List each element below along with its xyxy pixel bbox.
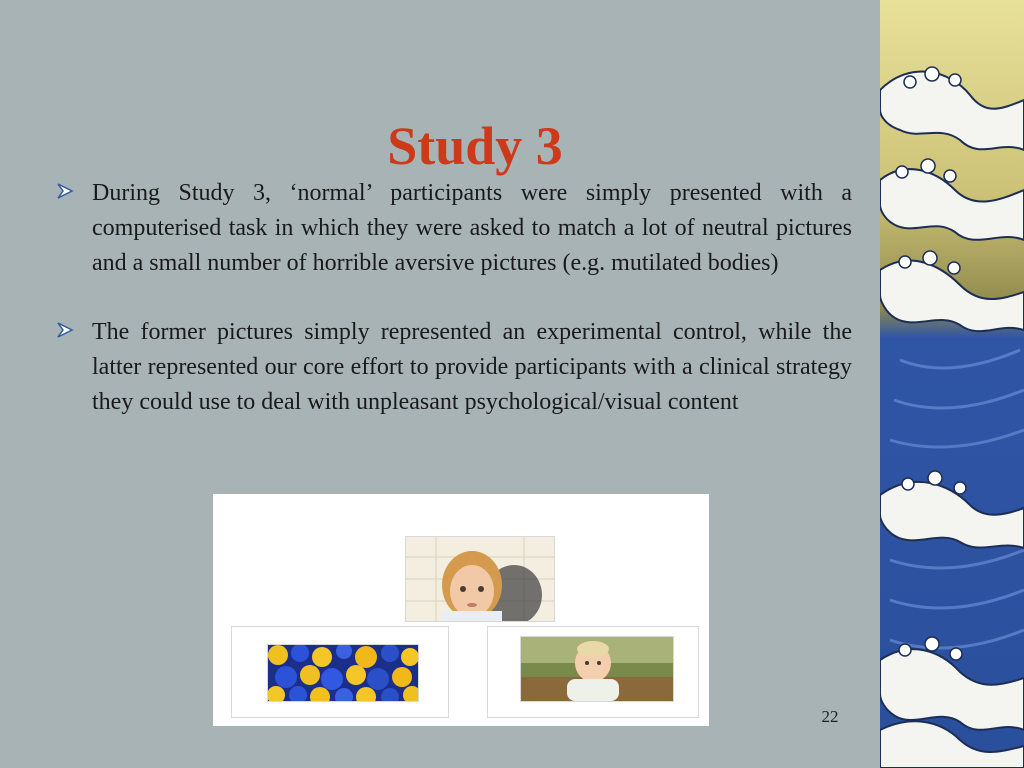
bullet-list (52, 176, 852, 454)
bullet-item (52, 176, 852, 281)
arrowhead-bullet-icon (56, 321, 74, 339)
slide-title: Study 3 (387, 116, 563, 177)
arrowhead-bullet-icon (56, 182, 74, 200)
bullet-item (52, 315, 852, 420)
bullet-text: During Study 3, ‘normal’ participants were simply presented with a computerised task in which they were asked to match a lot of neutral pictures and a small number of horrible aversive pictures (e.g. mutilated bodies) (92, 180, 852, 276)
bullet-text: The former pictures simply represented an experimental control, while the latter represented our core effort to provide participants with a clinical strategy they could use to deal with unpleasant psychological/visual content (92, 319, 852, 415)
colored-balls-photo (267, 644, 419, 702)
page-number: 22 (821, 707, 839, 726)
example-pictures-figure (213, 494, 709, 726)
toddler-face-photo (405, 536, 555, 622)
baby-outdoor-photo (520, 636, 674, 702)
